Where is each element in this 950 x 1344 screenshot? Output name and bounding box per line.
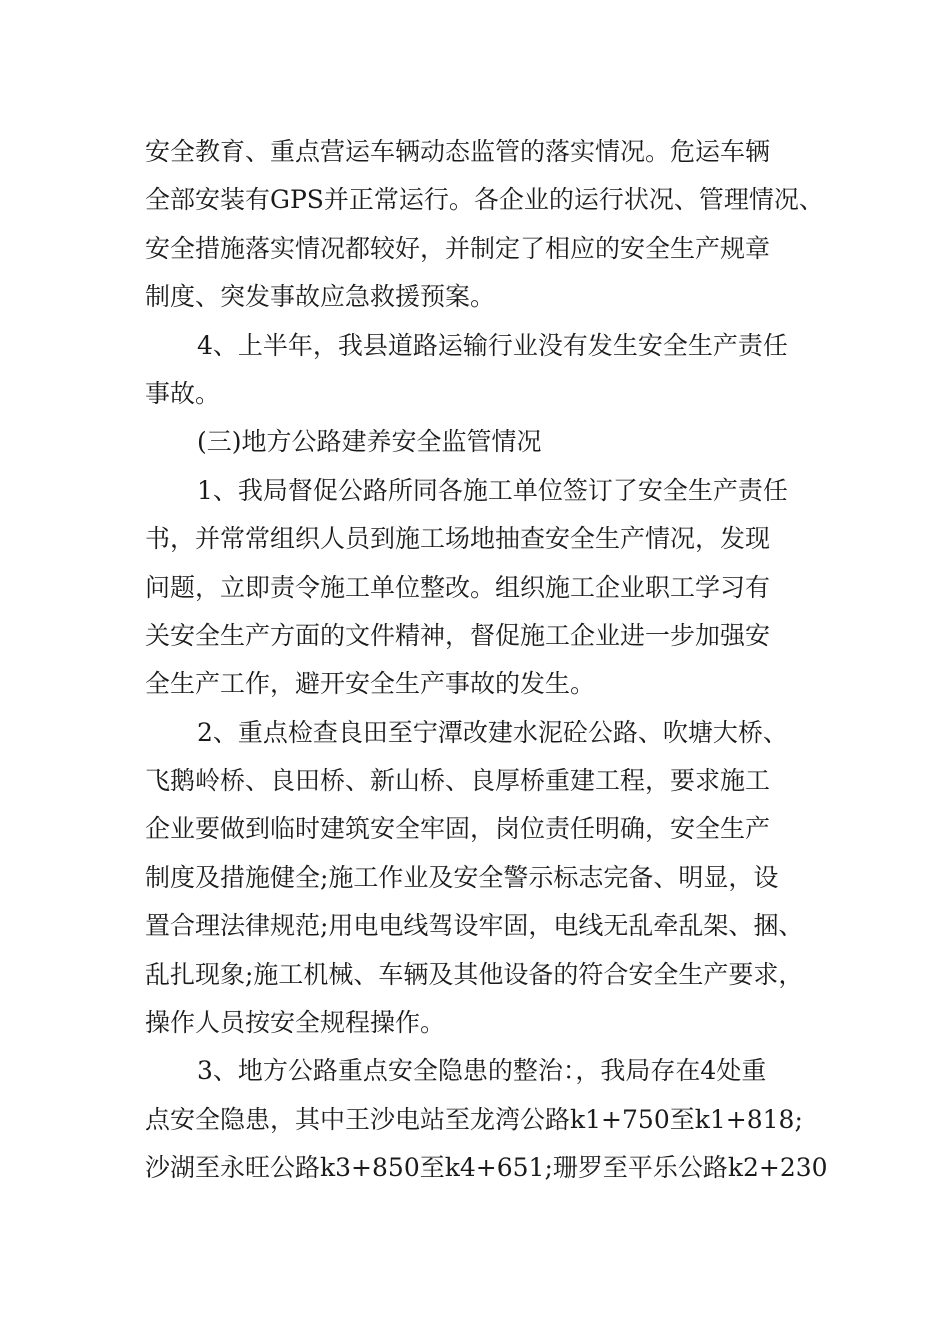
text-line: 乱扎现象;施工机械、车辆及其他设备的符合安全生产要求， [145,959,804,989]
text-line: 企业要做到临时建筑安全牢固，岗位责任明确，安全生产 [145,814,771,844]
text-line: 全生产工作，避开安全生产事故的发生。 [145,669,596,699]
text-line: 事故。 [145,378,221,408]
text-line: 关安全生产方面的文件精神，督促施工企业进一步加强安 [145,620,771,650]
text-line: 制度、突发事故应急救援预案。 [145,282,496,312]
text-line: 全部安装有GPS并正常运行。各企业的运行状况、管理情况、 [145,185,824,215]
section-heading: (三)地方公路建养安全监管情况 [197,427,542,457]
text-line: 沙湖至永旺公路k3+850至k4+651;珊罗至平乐公路k2+230 [145,1153,828,1183]
text-line: 点安全隐患，其中王沙电站至龙湾公路k1+750至k1+818; [145,1104,803,1134]
text-line: 安全措施落实情况都较好，并制定了相应的安全生产规章 [145,233,771,263]
paragraph-start-line: 2、重点检查良田至宁潭改建水泥砼公路、吹塘大桥、 [197,717,788,747]
text-line: 操作人员按安全规程操作。 [145,1008,446,1038]
text-line: 制度及措施健全;施工作业及安全警示标志完备、明显，设 [145,862,779,892]
text-line: 置合理法律规范;用电电线驾设牢固，电线无乱牵乱架、捆、 [145,911,804,941]
paragraph-start-line: 1、我局督促公路所同各施工单位签订了安全生产责任 [197,475,788,505]
text-line: 飞鹅岭桥、良田桥、新山桥、良厚桥重建工程，要求施工 [145,766,771,796]
text-line: 书，并常常组织人员到施工场地抽查安全生产情况，发现 [145,524,771,554]
text-line: 安全教育、重点营运车辆动态监管的落实情况。危运车辆 [145,137,771,166]
paragraph-start-line: 3、地方公路重点安全隐患的整治：，我局存在4处重 [197,1056,767,1086]
paragraph-start-line: 4、上半年，我县道路运输行业没有发生安全生产责任 [197,330,788,360]
body-text [145,128,828,1193]
text-line: 问题，立即责令施工单位整改。组织施工企业职工学习有 [145,572,771,602]
